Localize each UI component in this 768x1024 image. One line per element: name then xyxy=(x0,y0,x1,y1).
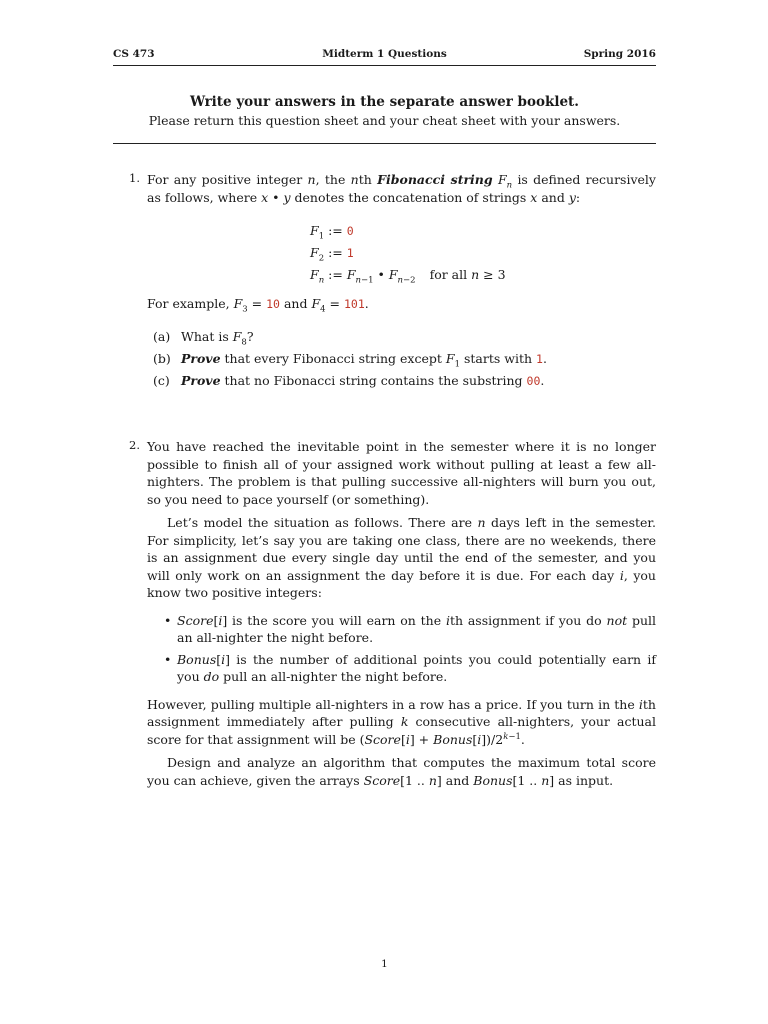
course-code: CS 473 xyxy=(113,48,155,60)
q1-example: For example, $F_3 = 10$ and $F_4 = 101$. xyxy=(147,296,369,315)
bullet-score: • Score[i] is the score you will earn on the ith assignment if you do not pull an all-nighter the night before. xyxy=(177,612,656,647)
question-number: 2. xyxy=(129,438,140,452)
exam-title: Midterm 1 Questions xyxy=(322,48,447,60)
q2-paragraph-4: Design and analyze an algorithm that computes the maximum total score you can achieve, given the arrays Score[1 .. n] and Bonus[1 .. n] as input. xyxy=(147,755,656,788)
fibonacci-string-term: Fibonacci string xyxy=(377,172,493,187)
q1-intro: For any positive integer n, the nth Fibonacci string $F_n$ is defined recursively as follows, where x • y denotes the concatenation of strings x and y: xyxy=(147,172,656,205)
q2-bullets xyxy=(147,612,656,686)
def-fn: $F_n$ := $F_{n-1}$ • $F_{n-2}$ for all n ≥ 3 xyxy=(310,267,506,286)
q1-part-c: (c) Prove that no Fibonacci string contains the substring 00. xyxy=(153,372,545,388)
q2-paragraph-3: However, pulling multiple all-nighters in a row has a price. If you turn in the ith assignment immediately after pulling k consecutive all-nighters, your actual score for that assignment will be (Score[i] + $Bonus[i])/2^{k-1}$. xyxy=(147,696,656,747)
header-rule xyxy=(113,65,656,66)
q1-parts xyxy=(153,326,656,392)
exam-page xyxy=(113,0,656,1024)
def-f2: $F_2$ := 1 xyxy=(310,245,354,264)
running-header xyxy=(113,48,656,64)
question-1 xyxy=(129,171,656,392)
instructions-line-1: Write your answers in the separate answer booklet. xyxy=(190,94,579,110)
page-number: 1 xyxy=(381,958,388,970)
bullet-bonus: • Bonus[i] is the number of additional points you could potentially earn if you do pull an all-nighter the night before. xyxy=(177,651,656,686)
instructions-rule xyxy=(113,143,656,144)
recursive-definition xyxy=(310,220,656,285)
question-number: 1. xyxy=(129,171,140,185)
instructions-line-2: Please return this question sheet and your cheat sheet with your answers. xyxy=(148,113,621,128)
question-2 xyxy=(129,438,656,789)
q2-paragraph-1: You have reached the inevitable point in the semester where it is no longer possible to finish all of your assigned work without pulling at least a few all-nighters. The problem is that pulling successive all-nighters will burn you out, so you need to pace yourself (or something). xyxy=(147,439,656,507)
q1-part-b: (b) Prove that every Fibonacci string except $F_1$ starts with 1. xyxy=(153,350,547,369)
q2-paragraph-2: Let’s model the situation as follows. There are n days left in the semester. For simplicity, let’s say you are taking one class, there are no weekends, there is an assignment due every single day until the end of the semester, and you will only work on an assignment the day before it is due. For each day i, you know two positive integers: xyxy=(147,515,656,600)
def-f1: $F_1$ := 0 xyxy=(310,223,354,242)
term: Spring 2016 xyxy=(583,48,656,60)
q1-part-a: (a) What is $F_8$? xyxy=(153,328,254,347)
instructions xyxy=(113,92,656,130)
